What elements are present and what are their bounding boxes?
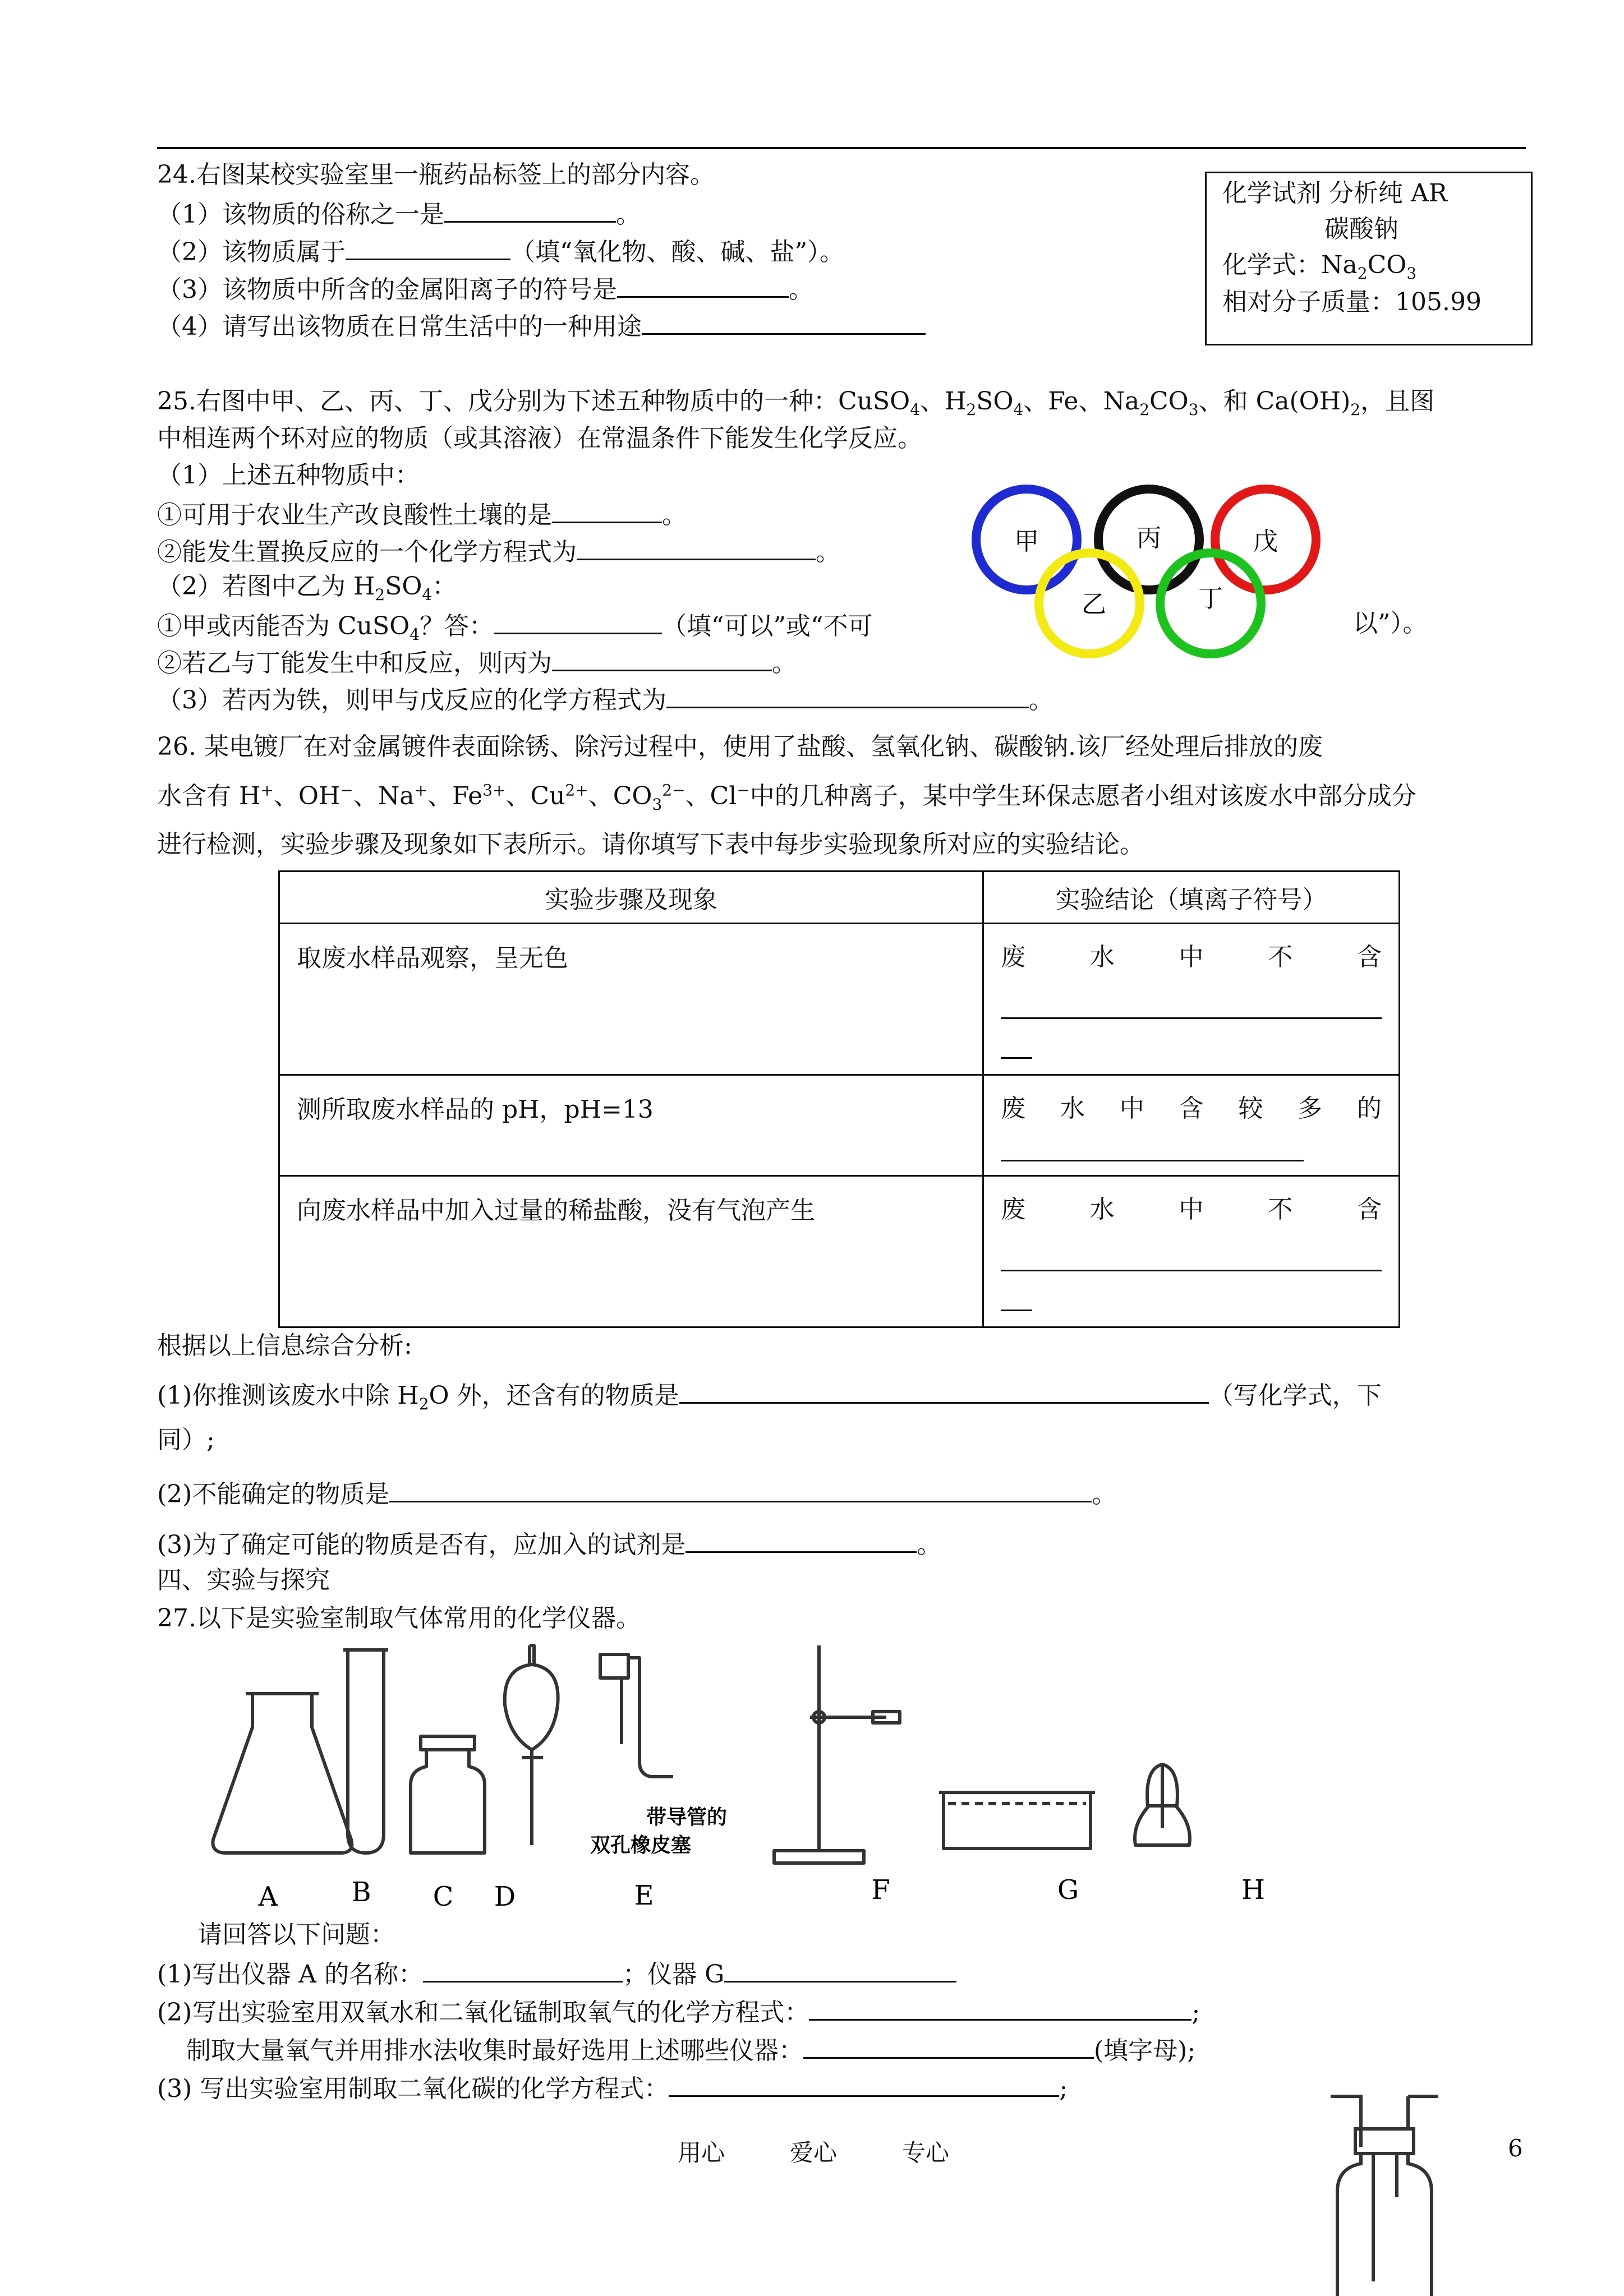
footer-left: 用心: [678, 2139, 725, 2166]
answer-blank[interactable]: [444, 196, 616, 223]
q25-part2: （2）若图中乙为 $H_2SO_4$：: [157, 572, 457, 604]
q26-analysis-1-cont: 同）;: [157, 1426, 215, 1454]
q26-stem-line1: 26. 某电镀厂在对金属镀件表面除锈、除污过程中，使用了盐酸、氢氧化钠、碳酸钠.该厂经处理后排放的废: [157, 732, 1323, 761]
table-row: [279, 1075, 1400, 1176]
table-row: [279, 1176, 1400, 1327]
conclusion-blank[interactable]: [1001, 1134, 1304, 1161]
reagent-bottle-icon: [411, 1749, 485, 1853]
q26-stem-line2: 水含有 H+、OH−、Na+、$Fe^{3+}$、$Cu^{2+}$、$CO_3^{2-}$、Cl−中的几种离子，某中学生环保志愿者小组对该废水中部分成分: [157, 781, 1416, 814]
q24-stem: 24.右图某校实验室里一瓶药品标签上的部分内容。: [157, 160, 715, 189]
header-rule: [157, 147, 1526, 149]
q24-part4: （4）请写出该物质在日常生活中的一种用途: [157, 308, 926, 343]
q27-prompt: 请回答以下问题：: [197, 1920, 395, 1949]
stopper-label-line2: 双孔橡皮塞: [590, 1834, 692, 1857]
ring-label-bing: 丙: [1137, 524, 1161, 552]
step-cell: 取废水样品观察，呈无色: [279, 924, 983, 1075]
ring-label-wu: 戊: [1253, 527, 1278, 556]
q24-part3: （3）该物质中所含的金属阳离子的符号是 。: [157, 271, 813, 306]
q25-part2a-tail: 以”）。: [1353, 609, 1428, 638]
q25-part1a: ①可用于农业生产改良酸性土壤的是 。: [157, 497, 687, 531]
answer-blank[interactable]: [552, 645, 772, 671]
q26-analysis-2: (2)不能确定的物质是 。: [157, 1476, 1116, 1510]
q26-analysis-1: (1)你推测该废水中除 $H_2O$ 外，还含有的物质是 （写化学式，下: [157, 1377, 1382, 1412]
q24-part1: （1）该物质的俗称之一是 。: [157, 196, 641, 230]
header-conclusion: 实验结论（填离子符号）: [983, 872, 1400, 924]
apparatus-letter: A: [258, 1881, 278, 1912]
q25-part2b: ②若乙与丁能发生中和反应，则丙为 。: [157, 645, 797, 679]
gas-washing-bottle-icon: [1328, 2080, 1441, 2296]
apparatus-figure: [202, 1638, 1307, 1918]
conclusion-blank-tail[interactable]: [1001, 1035, 1032, 1059]
olympic-rings-diagram: [969, 481, 1328, 664]
ring-label-ding: 丁: [1198, 584, 1223, 613]
label-line1: 化学试剂 分析纯 AR: [1222, 179, 1447, 208]
step-cell: 测所取废水样品的 pH，pH=13: [279, 1075, 983, 1176]
answer-blank[interactable]: [686, 1527, 917, 1553]
q27-part2: (2)写出实验室用双氧水和二氧化锰制取氧气的化学方程式： ;: [157, 1994, 1200, 2028]
answer-blank[interactable]: [803, 2032, 1094, 2059]
analysis-heading: 根据以上信息综合分析:: [157, 1331, 412, 1360]
conical-flask-icon: [213, 1694, 352, 1853]
answer-blank[interactable]: [423, 1956, 623, 1983]
answer-blank[interactable]: [642, 308, 926, 335]
q24-part2: （2）该物质属于 （填“氧化物、酸、碱、盐”）。: [157, 234, 844, 268]
q25-part3: （3）若丙为铁，则甲与戊反应的化学方程式为 。: [157, 682, 1053, 716]
q25-part1b: ②能发生置换反应的一个化学方程式为 。: [157, 534, 840, 568]
answer-blank[interactable]: [577, 534, 816, 560]
footer-right: 专心: [902, 2139, 950, 2166]
separatory-funnel-icon: [505, 1665, 558, 1750]
q27-part3: (3) 写出实验室用制取二氧化碳的化学方程式： ;: [157, 2071, 1068, 2105]
ring-label-jia: 甲: [1014, 527, 1039, 556]
experiment-table: [278, 870, 1400, 1328]
answer-blank[interactable]: [669, 2071, 1059, 2097]
conclusion-blank[interactable]: [1001, 992, 1382, 1019]
apparatus-letter: G: [1057, 1874, 1079, 1906]
answer-blank[interactable]: [389, 1476, 1092, 1502]
answer-blank[interactable]: [617, 271, 789, 298]
apparatus-letter: B: [351, 1877, 371, 1908]
reagent-label: [1205, 172, 1533, 345]
answer-blank[interactable]: [809, 1994, 1191, 2021]
q26-analysis-3: (3)为了确定可能的物质是否有，应加入的试剂是 。: [157, 1527, 941, 1561]
answer-blank[interactable]: [724, 1956, 956, 1983]
apparatus-letter: C: [433, 1881, 454, 1912]
q27-part2b: 制取大量氧气并用排水法收集时最好选用上述哪些仪器： (填字母);: [186, 2032, 1195, 2067]
answer-blank[interactable]: [666, 682, 1029, 708]
apparatus-letter: D: [494, 1881, 516, 1912]
q25-stem-line2: 中相连两个环对应的物质（或其溶液）在常温条件下能发生化学反应。: [157, 424, 922, 453]
test-tube-icon: [348, 1650, 384, 1853]
q25-stem-line1: 25.右图中甲、乙、丙、丁、戊分别为下述五种物质中的一种：CuSO$_4$、$H_2SO_4$、Fe、$Na_2CO_3$、和 $Ca(OH)_2$，且图: [157, 387, 1435, 419]
conclusion-blank[interactable]: [1001, 1244, 1382, 1271]
conclusion-cell: 废 水 中 不 含: [983, 924, 1400, 1075]
q27-stem: 27.以下是实验室制取气体常用的化学仪器。: [157, 1604, 641, 1633]
step-cell: 向废水样品中加入过量的稀盐酸，没有气泡产生: [279, 1176, 983, 1327]
stopper-label-line1: 带导管的: [646, 1806, 728, 1829]
q26-stem-line3: 进行检测，实验步骤及现象如下表所示。请你填写下表中每步实验现象所对应的实验结论。: [157, 830, 1144, 859]
apparatus-letter: F: [871, 1874, 890, 1906]
conclusion-cell: 废 水 中 不 含: [983, 1176, 1400, 1327]
q27-part1: (1)写出仪器 A 的名称： ；仪器 G: [157, 1956, 956, 1990]
conclusion-blank-tail[interactable]: [1001, 1287, 1032, 1311]
answer-blank[interactable]: [494, 608, 662, 634]
label-line2: 碳酸钠: [1324, 215, 1398, 243]
water-trough-icon: [944, 1792, 1091, 1848]
table-header-row: [279, 872, 1400, 924]
answer-blank[interactable]: [679, 1377, 1209, 1404]
answer-blank[interactable]: [552, 497, 662, 523]
rubber-stopper-icon: [600, 1654, 628, 1678]
label-line4: 相对分子质量：105.99: [1222, 288, 1482, 316]
q25-part2a: ①甲或丙能否为 CuSO$_4$？答： （填“可以”或“不可: [157, 608, 873, 642]
apparatus-letter: E: [634, 1880, 654, 1911]
table-row: [279, 924, 1400, 1075]
header-step: 实验步骤及现象: [279, 872, 983, 924]
label-formula: 化学式：$Na_2CO_3$: [1222, 251, 1417, 283]
ring-label-yi: 乙: [1082, 590, 1106, 619]
page-number: 6: [1508, 2134, 1523, 2162]
apparatus-letter: H: [1241, 1874, 1265, 1906]
footer-mid: 爱心: [790, 2139, 838, 2166]
conclusion-cell: 废 水 中 含 较 多 的: [983, 1075, 1400, 1176]
answer-blank[interactable]: [346, 234, 510, 260]
q25-part1: （1）上述五种物质中：: [157, 461, 420, 490]
section-heading: 四、实验与探究: [157, 1566, 330, 1594]
